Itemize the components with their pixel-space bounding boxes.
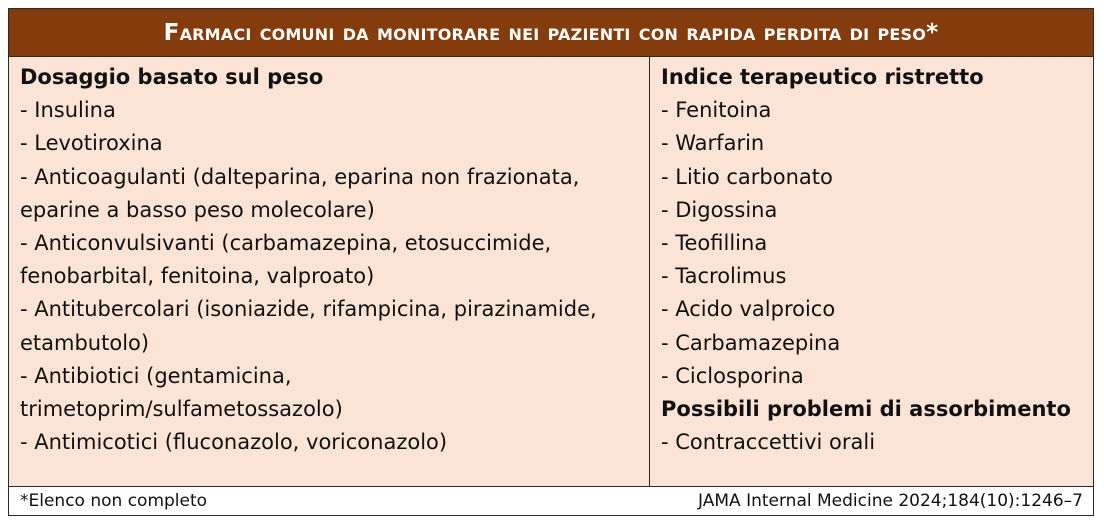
- list-item: - Digossina: [661, 197, 778, 222]
- list-item: - Antimicotici (fluconazolo, voriconazolo): [20, 430, 448, 455]
- citation: JAMA Internal Medicine 2024;184(10):1246–7: [698, 491, 1083, 511]
- left-column: [9, 57, 650, 488]
- narrow-therapeutic-index-heading: Indice terapeutico ristretto: [661, 65, 984, 89]
- list-item: - Fenitoina: [661, 98, 772, 123]
- right-column: [650, 57, 1093, 488]
- table-title: Farmaci comuni da monitorare nei pazienti con rapida perdita di peso*: [9, 9, 1093, 57]
- weight-based-dosing-heading: Dosaggio basato sul peso: [20, 65, 324, 89]
- list-item: - Anticonvulsivanti (carbamazepina, etosuccimide,: [20, 231, 552, 256]
- list-item: - Antitubercolari (isoniazide, rifampicina, pirazinamide,: [20, 297, 597, 322]
- list-item: - Acido valproico: [661, 297, 836, 322]
- list-item: - Carbamazepina: [661, 330, 841, 355]
- list-item: - Warfarin: [661, 131, 765, 156]
- absorption-issues-heading: Possibili problemi di assorbimento: [661, 397, 1071, 422]
- footnote: *Elenco non completo: [20, 491, 208, 511]
- list-item-continuation: trimetoprim/sulfametossazolo): [20, 397, 343, 422]
- table-footer: [9, 486, 1093, 515]
- list-item: - Litio carbonato: [661, 164, 833, 189]
- list-item: - Teofillina: [661, 231, 768, 256]
- list-item-continuation: fenobarbital, fenitoina, valproato): [20, 264, 375, 289]
- list-item: - Tacrolimus: [661, 264, 787, 289]
- list-item: - Insulina: [20, 98, 116, 123]
- list-item-continuation: etambutolo): [20, 330, 150, 355]
- list-item: - Contraccettivi orali: [661, 430, 876, 455]
- medication-table: [8, 8, 1094, 516]
- list-item-continuation: eparine a basso peso molecolare): [20, 197, 375, 222]
- list-item: - Antibiotici (gentamicina,: [20, 363, 292, 388]
- list-item: - Ciclosporina: [661, 363, 804, 388]
- list-item: - Levotiroxina: [20, 131, 163, 156]
- list-item: - Anticoagulanti (dalteparina, eparina non frazionata,: [20, 164, 580, 189]
